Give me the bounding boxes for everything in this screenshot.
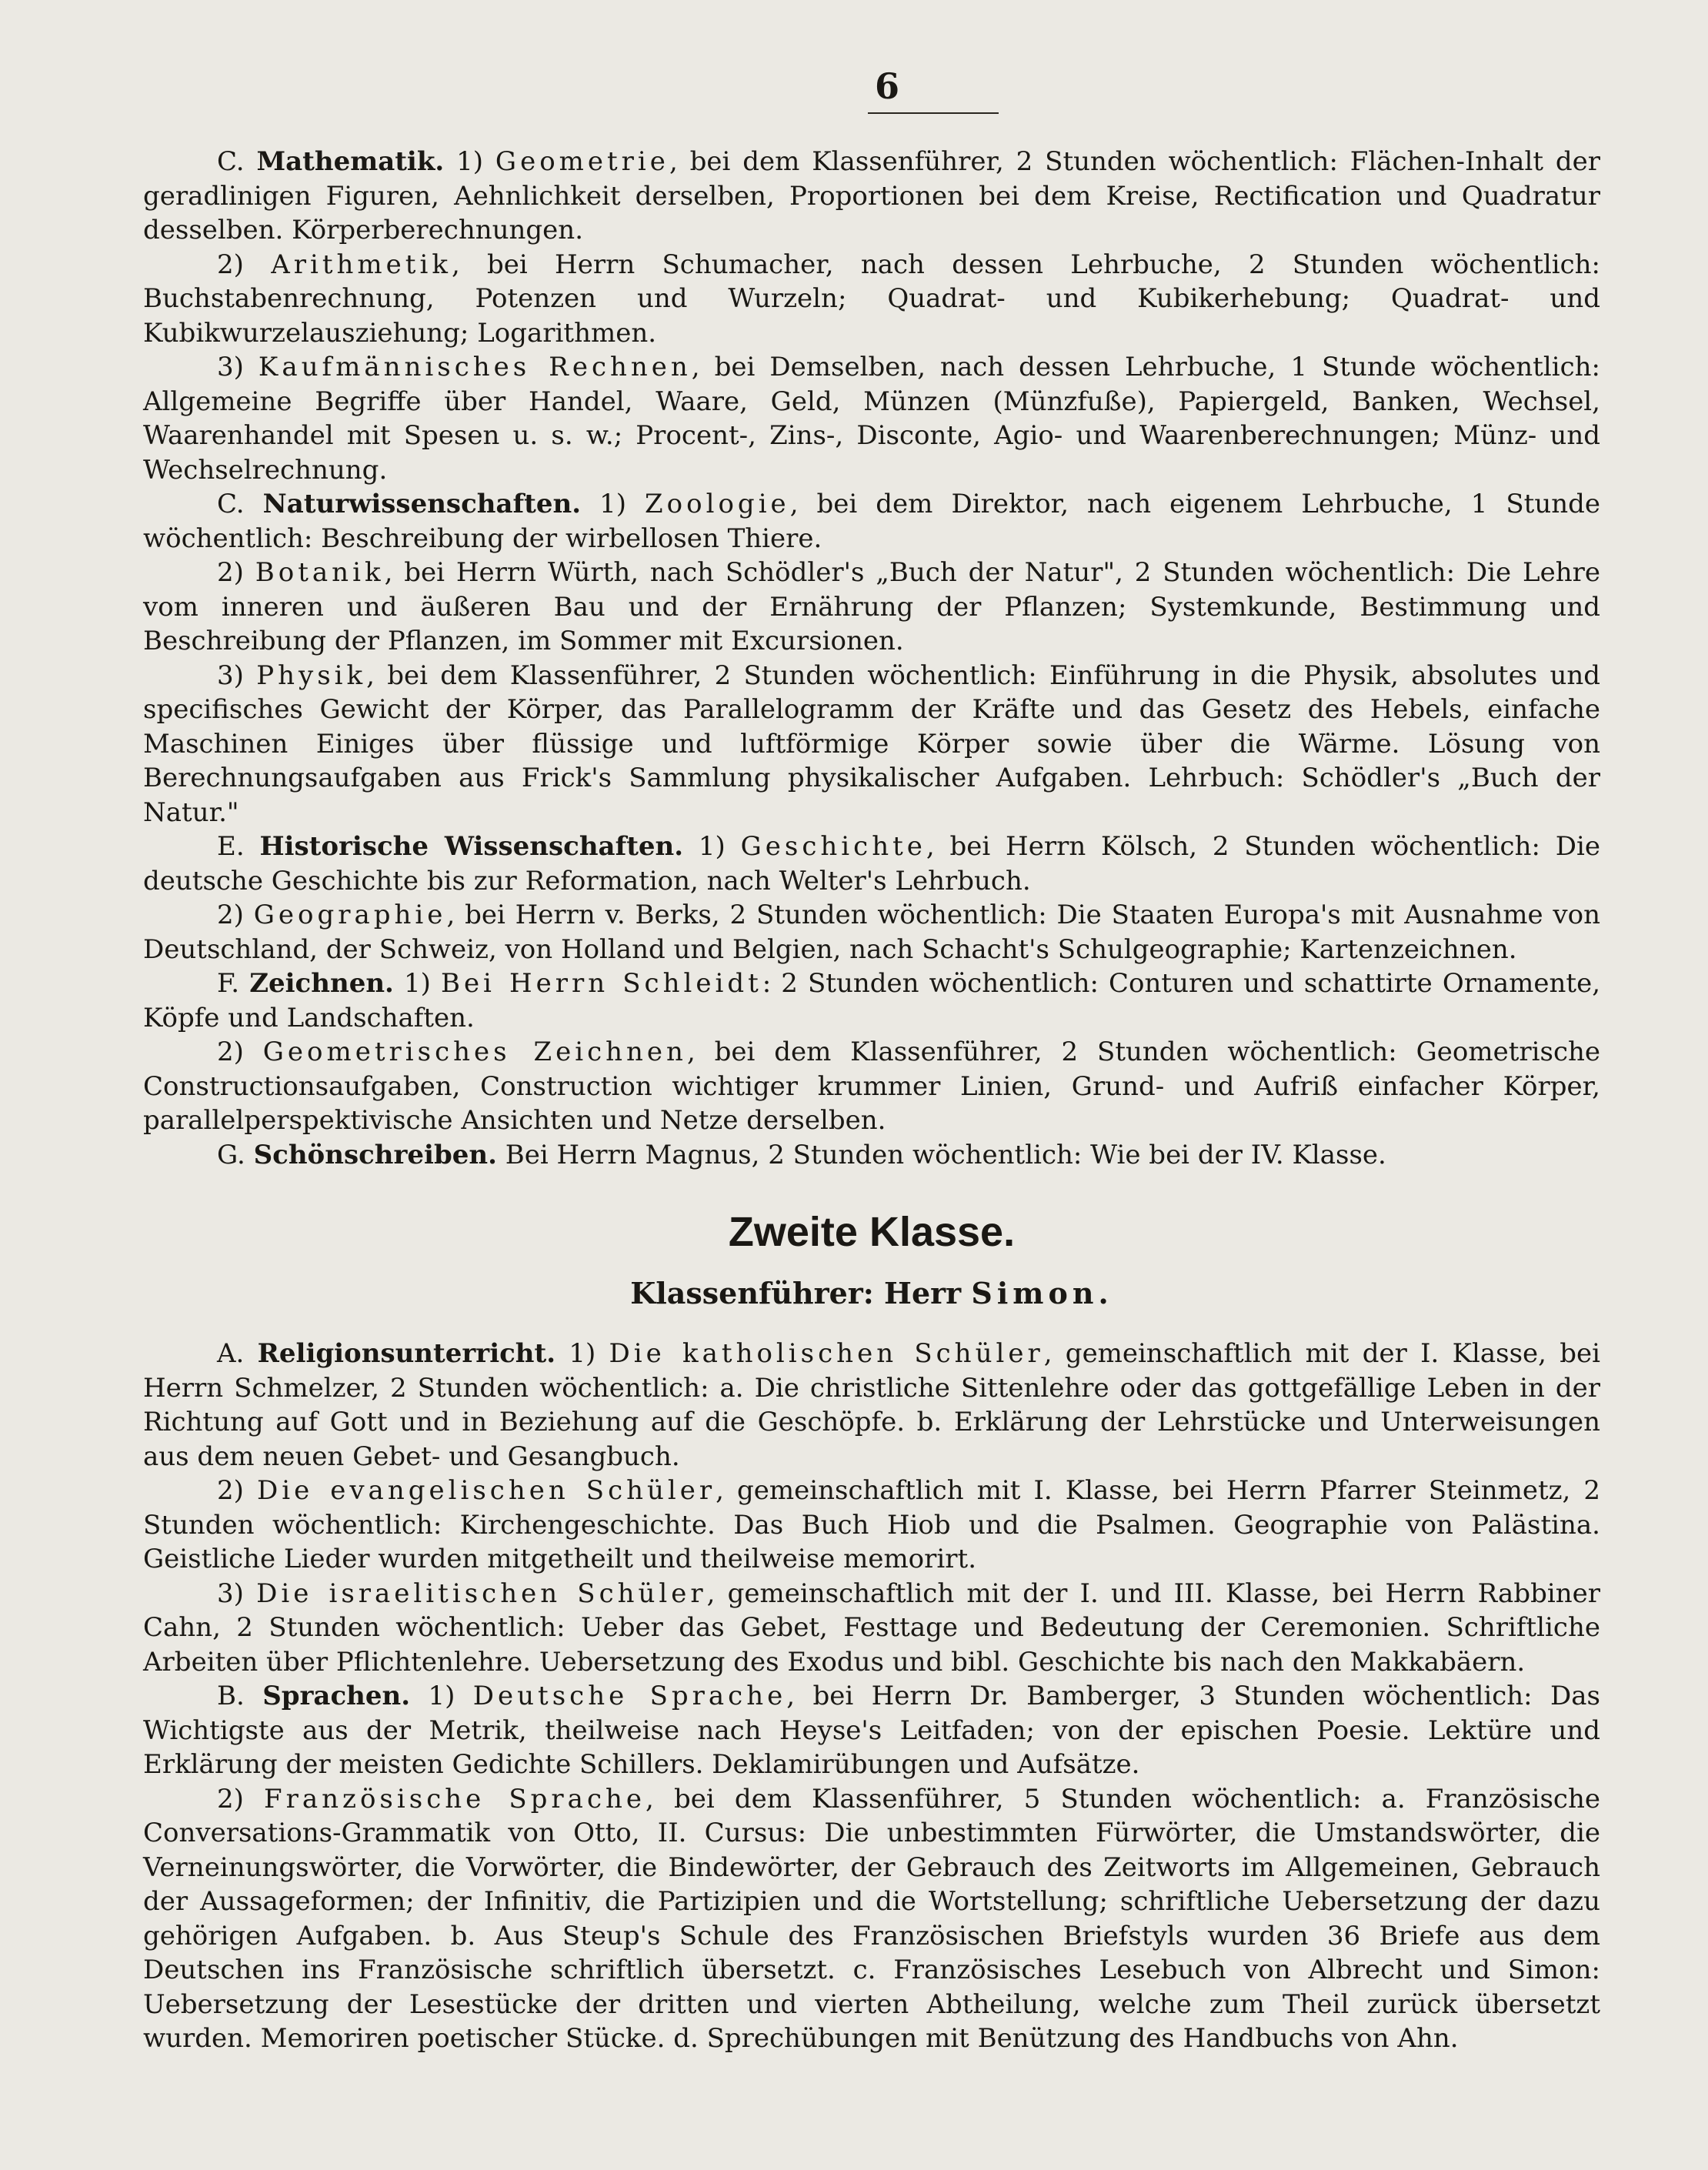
subject-kaufmaennisches-rechnen: Kaufmännisches Rechnen bbox=[258, 352, 692, 382]
subject-israelitische-schueler: Die israelitischen Schüler bbox=[256, 1577, 707, 1609]
draw-paragraph-2 bbox=[143, 1035, 1600, 1138]
subject-physik: Physik bbox=[256, 659, 367, 691]
item-number: 1) bbox=[569, 1338, 596, 1369]
religion-paragraph-1 bbox=[143, 1337, 1600, 1474]
draw-paragraph-1 bbox=[143, 966, 1600, 1035]
nat-paragraph-1 bbox=[143, 487, 1600, 556]
item-number: 1) bbox=[599, 489, 626, 519]
subject-arithmetik: Arithmetik bbox=[271, 249, 452, 280]
item-number: 1) bbox=[428, 1681, 455, 1711]
item-text: , bei Demselben, nach dessen Lehrbuche, 1 Stunde wöchentlich: Allgemeine Begriffe über Handel, Waare, Geld, Münzen (Münzfuße), Papiergeld, Banken, Wechsel, Waarenhandel mit Spesen u. s. w.; Procent-, Zins-, Disconte, Agio- und Waarenberechnungen; Münz- und Wechselrechnung. bbox=[143, 352, 1600, 486]
writing-paragraph bbox=[143, 1138, 1600, 1173]
section-title-religionsunterricht: Religionsunterricht. bbox=[257, 1338, 556, 1369]
section-letter: A. bbox=[217, 1338, 245, 1369]
subject-katholische-schueler: Die katholischen Schüler bbox=[609, 1338, 1044, 1369]
item-text: , gemeinschaftlich mit der I. Klasse, bei Herrn Schmelzer, 2 Stunden wöchentlich: a. Die christliche Sittenlehre oder das gottgefällige Leben in der Richtung auf Gott und in Beziehung auf die Geschöpfe. b. Erklärung der Lehrstücke und Unterweisungen aus dem neuen Gebet- und Gesangbuch. bbox=[143, 1338, 1600, 1472]
item-number: 1) bbox=[698, 831, 726, 862]
item-text: , bei dem Klassenführer, 2 Stunden wöchentlich: Flächen-Inhalt der geradlinigen Figuren, Aehnlichkeit derselben, Proportionen bei dem Kreise, Rectification und Quadratur desselben. Körperberechnungen. bbox=[143, 146, 1600, 245]
math-paragraph-3 bbox=[143, 350, 1600, 487]
item-number: 2) bbox=[217, 1783, 244, 1814]
class-leader-name: Simon. bbox=[971, 1276, 1113, 1310]
page-number-rule bbox=[868, 112, 999, 114]
hist-paragraph-1 bbox=[143, 830, 1600, 898]
item-text: , gemeinschaftlich mit I. Klasse, bei Herrn Pfarrer Steinmetz, 2 Stunden wöchentlich: Kirchengeschichte. Das Buch Hiob und die Psalmen. Geographie von Palästina. Geistliche Lieder wurden mitgetheilt und theilweise memorirt. bbox=[143, 1475, 1600, 1574]
item-text: , bei Herrn Kölsch, 2 Stunden wöchentlich: Die deutsche Geschichte bis zur Reformation, nach Welter's Lehrbuch. bbox=[143, 831, 1600, 896]
subject-botanik: Botanik bbox=[255, 557, 385, 588]
item-text: , bei Herrn v. Berks, 2 Stunden wöchentlich: Die Staaten Europa's mit Ausnahme von Deutschland, der Schweiz, von Holland und Belgien, nach Schacht's Schulgeographie; Kartenzeichnen. bbox=[143, 900, 1600, 965]
item-text: , bei dem Klassenführer, 2 Stunden wöchentlich: Geometrische Constructionsaufgaben, Construction wichtiger krummer Linien, Grund- und Aufriß einfacher Körper, parallelperspektivische Ansichten und Netze derselben. bbox=[143, 1037, 1601, 1136]
item-text: , bei dem Klassenführer, 5 Stunden wöchentlich: a. Französische Conversations-Grammatik von Otto, II. Cursus: Die unbestimmten Fürwörter, die Umstandswörter, die Verneinungswörter, die Vorwörter, die Bindewörter, der Gebrauch des Zeitworts im Allgemeinen, Gebrauch der Aussageformen; der Infinitiv, die Partizipien und die Wortstellung; schriftliche Uebersetzung der dazu gehörigen Aufgaben. b. Aus Steup's Schule des Französischen Briefstyls wurden 36 Briefe aus dem Deutschen ins Französische schriftlich übersetzt. c. Französisches Lesebuch von Albrecht und Simon: Uebersetzung der Lesestücke der dritten und vierten Abtheilung, welche zum Theil zurück übersetzt wurden. Memoriren poetischer Stücke. d. Sprechübungen mit Benützung des Handbuchs von Ahn. bbox=[143, 1783, 1600, 2054]
item-text: , bei Herrn Würth, nach Schödler's „Buch der Natur", 2 Stunden wöchentlich: Die Lehre vom inneren und äußeren Bau und der Ernährung der Pflanzen; Systemkunde, Bestimmung und Beschreibung der Pflanzen, im Sommer mit Excursionen. bbox=[143, 557, 1601, 656]
item-number: 2) bbox=[217, 1037, 244, 1067]
class-leader bbox=[143, 1275, 1600, 1312]
item-number: 3) bbox=[217, 1577, 244, 1609]
subject-geschichte: Geschichte bbox=[740, 831, 926, 862]
math-paragraph-2 bbox=[143, 248, 1600, 351]
section-letter: C. bbox=[217, 146, 245, 177]
subject-schleidt: Bei Herrn Schleidt bbox=[440, 968, 762, 999]
item-number: 2) bbox=[217, 557, 244, 588]
language-paragraph-1 bbox=[143, 1679, 1600, 1782]
item-number: 1) bbox=[403, 968, 431, 999]
religion-paragraph-2 bbox=[143, 1474, 1600, 1577]
section-letter: B. bbox=[217, 1681, 245, 1711]
section-title-schoenschreiben: Schönschreiben. bbox=[253, 1139, 497, 1170]
page-number: 6 bbox=[874, 65, 899, 107]
section-title-historische-wissenschaften: Historische Wissenschaften. bbox=[259, 831, 684, 862]
section-title-mathematik: Mathematik. bbox=[256, 146, 445, 177]
hist-paragraph-2 bbox=[143, 898, 1600, 966]
item-number: 3) bbox=[217, 659, 244, 691]
religion-paragraph-3 bbox=[143, 1577, 1600, 1680]
section-letter: F. bbox=[217, 968, 240, 999]
item-text: Bei Herrn Magnus, 2 Stunden wöchentlich: Wie bei der IV. Klasse. bbox=[496, 1139, 1386, 1170]
item-number: 2) bbox=[217, 249, 244, 280]
subject-geometrisches-zeichnen: Geometrisches Zeichnen bbox=[262, 1037, 687, 1067]
item-text: , gemeinschaftlich mit der I. und III. Klasse, bei Herrn Rabbiner Cahn, 2 Stunden wöchentlich: Ueber das Gebet, Festtage und Bedeutung der Ceremonien. Schriftliche Arbeiten über Pflichtenlehre. Uebersetzung des Exodus und bibl. Geschichte bis nach den Makkabäern. bbox=[143, 1577, 1600, 1678]
language-paragraph-2 bbox=[143, 1782, 1600, 2056]
subject-geometrie: Geometrie bbox=[495, 146, 669, 177]
item-text: , bei Herrn Schumacher, nach dessen Lehrbuche, 2 Stunden wöchentlich: Buchstabenrechnung, Potenzen und Wurzeln; Quadrat- und Kubikerhebung; Quadrat- und Kubikwurzelausziehung; Logarithmen. bbox=[143, 249, 1600, 349]
item-text: , bei dem Klassenführer, 2 Stunden wöchentlich: Einführung in die Physik, absolutes und specifisches Gewicht der Körper, das Parallelogramm der Kräfte und das Gesetz des Hebels, einfache Maschinen Einiges über flüssige und luftförmige Körper sowie über die Wärme. Lösung von Berechnungsaufgaben aus Frick's Sammlung physikalischer Aufgaben. Lehrbuch: Schödler's „Buch der Natur." bbox=[143, 659, 1601, 828]
subject-geographie: Geographie bbox=[253, 900, 447, 930]
subject-zoologie: Zoologie bbox=[645, 489, 790, 519]
math-paragraph-1 bbox=[143, 145, 1600, 248]
subject-evangelische-schueler: Die evangelischen Schüler bbox=[256, 1475, 716, 1506]
section-title-naturwissenschaften: Naturwissenschaften. bbox=[262, 489, 582, 519]
item-number: 2) bbox=[217, 900, 244, 930]
section-title-zeichnen: Zeichnen. bbox=[249, 968, 394, 999]
item-text: : 2 Stunden wöchentlich: Conturen und schattirte Ornamente, Köpfe und Landschaften. bbox=[143, 968, 1601, 1033]
class-heading: Zweite Klasse. bbox=[728, 1209, 1016, 1255]
nat-paragraph-2 bbox=[143, 556, 1600, 659]
item-number: 3) bbox=[217, 352, 244, 382]
class-leader-label: Klassenführer: Herr bbox=[630, 1276, 962, 1310]
section-title-sprachen: Sprachen. bbox=[262, 1681, 411, 1711]
section-letter: G. bbox=[217, 1139, 245, 1170]
subject-deutsche-sprache: Deutsche Sprache bbox=[472, 1681, 787, 1711]
item-number: 2) bbox=[217, 1475, 244, 1506]
item-text: , bei Herrn Dr. Bamberger, 3 Stunden wöchentlich: Das Wichtigste aus der Metrik, theilweise nach Heyse's Leitfaden; von der epischen Poesie. Lektüre und Erklärung der meisten Gedichte Schillers. Deklamirübungen und Aufsätze. bbox=[143, 1681, 1600, 1780]
subject-franzoesische-sprache: Französische Sprache bbox=[264, 1783, 646, 1814]
item-text: , bei dem Direktor, nach eigenem Lehrbuche, 1 Stunde wöchentlich: Beschreibung der wirbellosen Thiere. bbox=[143, 489, 1601, 554]
item-number: 1) bbox=[456, 146, 484, 177]
section-letter: E. bbox=[217, 831, 245, 862]
section-letter: C. bbox=[217, 489, 245, 519]
nat-paragraph-3 bbox=[143, 659, 1600, 830]
